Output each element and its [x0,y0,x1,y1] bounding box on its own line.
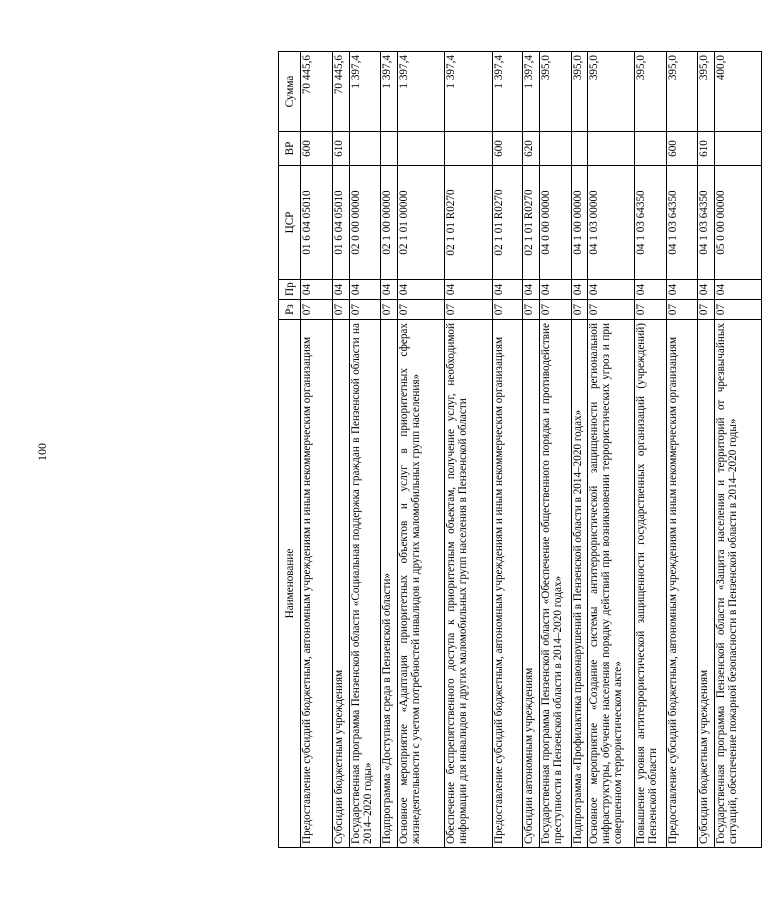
cell-vr [381,132,398,166]
cell-vr: 600 [492,132,523,166]
table-row [332,52,349,848]
header-sum: Сумма [279,52,301,132]
cell-vr [571,132,588,166]
cell-rz: 07 [398,300,445,320]
cell-vr: 600 [301,132,333,166]
cell-csr: 04 1 03 00000 [588,166,635,280]
cell-vr [398,132,445,166]
table-row [588,52,635,848]
cell-pr: 04 [588,280,635,300]
cell-sum: 1 397,4 [349,52,381,132]
table-row [492,52,523,848]
cell-sum: 395,0 [588,52,635,132]
cell-vr [714,132,761,166]
cell-rz: 07 [492,300,523,320]
cell-name: Подпрограмма «Доступная среда в Пензенской области» [381,320,398,848]
budget-table [278,51,762,848]
cell-sum: 1 397,4 [445,52,492,132]
cell-name: Обеспечение беспрепятственного доступа к приоритетным объектам, получение услуг, необходимой информации для инвалидов и других маломобильных групп населения в Пензенской области [445,320,492,848]
cell-pr: 04 [381,280,398,300]
cell-pr: 04 [714,280,761,300]
table-row [635,52,667,848]
cell-vr: 620 [523,132,540,166]
cell-rz: 07 [698,300,715,320]
cell-sum: 395,0 [698,52,715,132]
cell-sum: 1 397,4 [381,52,398,132]
cell-name: Предоставление субсидий бюджетным, автономным учреждениям и иным некоммерческим организациям [492,320,523,848]
table-row [349,52,381,848]
cell-name: Государственная программа Пензенской области «Защита населения и территорий от чрезвычайных ситуаций, обеспечение пожарной безопасности в Пензенской области в 2014–2020 годы» [714,320,761,848]
cell-sum: 400,0 [714,52,761,132]
cell-pr: 04 [523,280,540,300]
cell-rz: 07 [539,300,571,320]
table-row [398,52,445,848]
cell-rz: 07 [523,300,540,320]
header-vr: ВР [279,132,301,166]
cell-csr: 01 6 04 05010 [332,166,349,280]
cell-rz: 07 [714,300,761,320]
page-number: 100 [35,443,49,461]
cell-csr: 05 0 00 00000 [714,166,761,280]
cell-pr: 04 [635,280,667,300]
cell-csr: 02 1 00 00000 [381,166,398,280]
cell-pr: 04 [539,280,571,300]
cell-rz: 07 [332,300,349,320]
rotated-table-wrapper [278,52,762,848]
cell-vr: 610 [698,132,715,166]
cell-csr: 02 1 01 R0270 [492,166,523,280]
cell-name: Субсидии автономным учреждениям [523,320,540,848]
header-csr: ЦСР [279,166,301,280]
cell-name: Государственная программа Пензенской области «Обеспечение общественного порядка и противодействие преступности в Пензенской области в 2014–2020 годах» [539,320,571,848]
table-row [539,52,571,848]
cell-pr: 04 [445,280,492,300]
cell-pr: 04 [667,280,698,300]
cell-name: Повышение уровня антитеррористической защищенности государственных организаций (учреждений) Пензенской области [635,320,667,848]
cell-sum: 70 445,6 [332,52,349,132]
cell-vr [445,132,492,166]
cell-pr: 04 [301,280,333,300]
cell-csr: 02 1 01 R0270 [445,166,492,280]
cell-csr: 02 1 01 00000 [398,166,445,280]
cell-pr: 04 [492,280,523,300]
cell-rz: 07 [381,300,398,320]
cell-name: Субсидии бюджетным учреждениям [332,320,349,848]
cell-rz: 07 [571,300,588,320]
table-header-row [279,52,301,848]
cell-rz: 07 [588,300,635,320]
cell-sum: 1 397,4 [523,52,540,132]
cell-pr: 04 [332,280,349,300]
cell-sum: 395,0 [539,52,571,132]
cell-rz: 07 [301,300,333,320]
cell-csr: 01 6 04 05010 [301,166,333,280]
table-row [523,52,540,848]
cell-rz: 07 [445,300,492,320]
cell-name: Подпрограмма «Профилактика правонарушений в Пензенской области в 2014–2020 годах» [571,320,588,848]
cell-sum: 395,0 [635,52,667,132]
cell-sum: 70 445,6 [301,52,333,132]
cell-pr: 04 [698,280,715,300]
cell-pr: 04 [349,280,381,300]
cell-name: Предоставление субсидий бюджетным, автономным учреждениям и иным некоммерческим организациям [667,320,698,848]
cell-csr: 04 1 03 64350 [635,166,667,280]
cell-csr: 04 1 03 64350 [667,166,698,280]
cell-vr [539,132,571,166]
cell-vr: 600 [667,132,698,166]
cell-csr: 04 1 03 64350 [698,166,715,280]
table-row [714,52,761,848]
cell-name: Основное мероприятие «Создание системы антитеррористической защищенности региональной инфраструктуры, обучение населения порядку действий при возникновении террористических угроз и при совершенном террористическом акте» [588,320,635,848]
cell-rz: 07 [635,300,667,320]
header-rz: Рз [279,300,301,320]
cell-name: Основное мероприятие «Адаптация приоритетных объектов и услуг в приоритетных сферах жизнедеятельности с учетом потребностей инвалидов и других маломобильных групп населения» [398,320,445,848]
cell-vr [588,132,635,166]
cell-vr [349,132,381,166]
cell-pr: 04 [398,280,445,300]
cell-sum: 395,0 [667,52,698,132]
cell-csr: 02 0 00 00000 [349,166,381,280]
cell-rz: 07 [667,300,698,320]
table-row [381,52,398,848]
table-row [667,52,698,848]
table-row [445,52,492,848]
cell-csr: 02 1 01 R0270 [523,166,540,280]
cell-sum: 1 397,4 [398,52,445,132]
cell-vr [635,132,667,166]
table-row [698,52,715,848]
header-name: Наименование [279,320,301,848]
cell-csr: 04 1 00 00000 [571,166,588,280]
cell-vr: 610 [332,132,349,166]
cell-pr: 04 [571,280,588,300]
cell-name: Государственная программа Пензенской области «Социальная поддержка граждан в Пензенской области на 2014–2020 годы» [349,320,381,848]
cell-name: Субсидии бюджетным учреждениям [698,320,715,848]
cell-sum: 1 397,4 [492,52,523,132]
cell-csr: 04 0 00 00000 [539,166,571,280]
table-row [571,52,588,848]
header-pr: Пр [279,280,301,300]
cell-sum: 395,0 [571,52,588,132]
table-row [301,52,333,848]
cell-name: Предоставление субсидий бюджетным, автономным учреждениям и иным некоммерческим организациям [301,320,333,848]
cell-rz: 07 [349,300,381,320]
